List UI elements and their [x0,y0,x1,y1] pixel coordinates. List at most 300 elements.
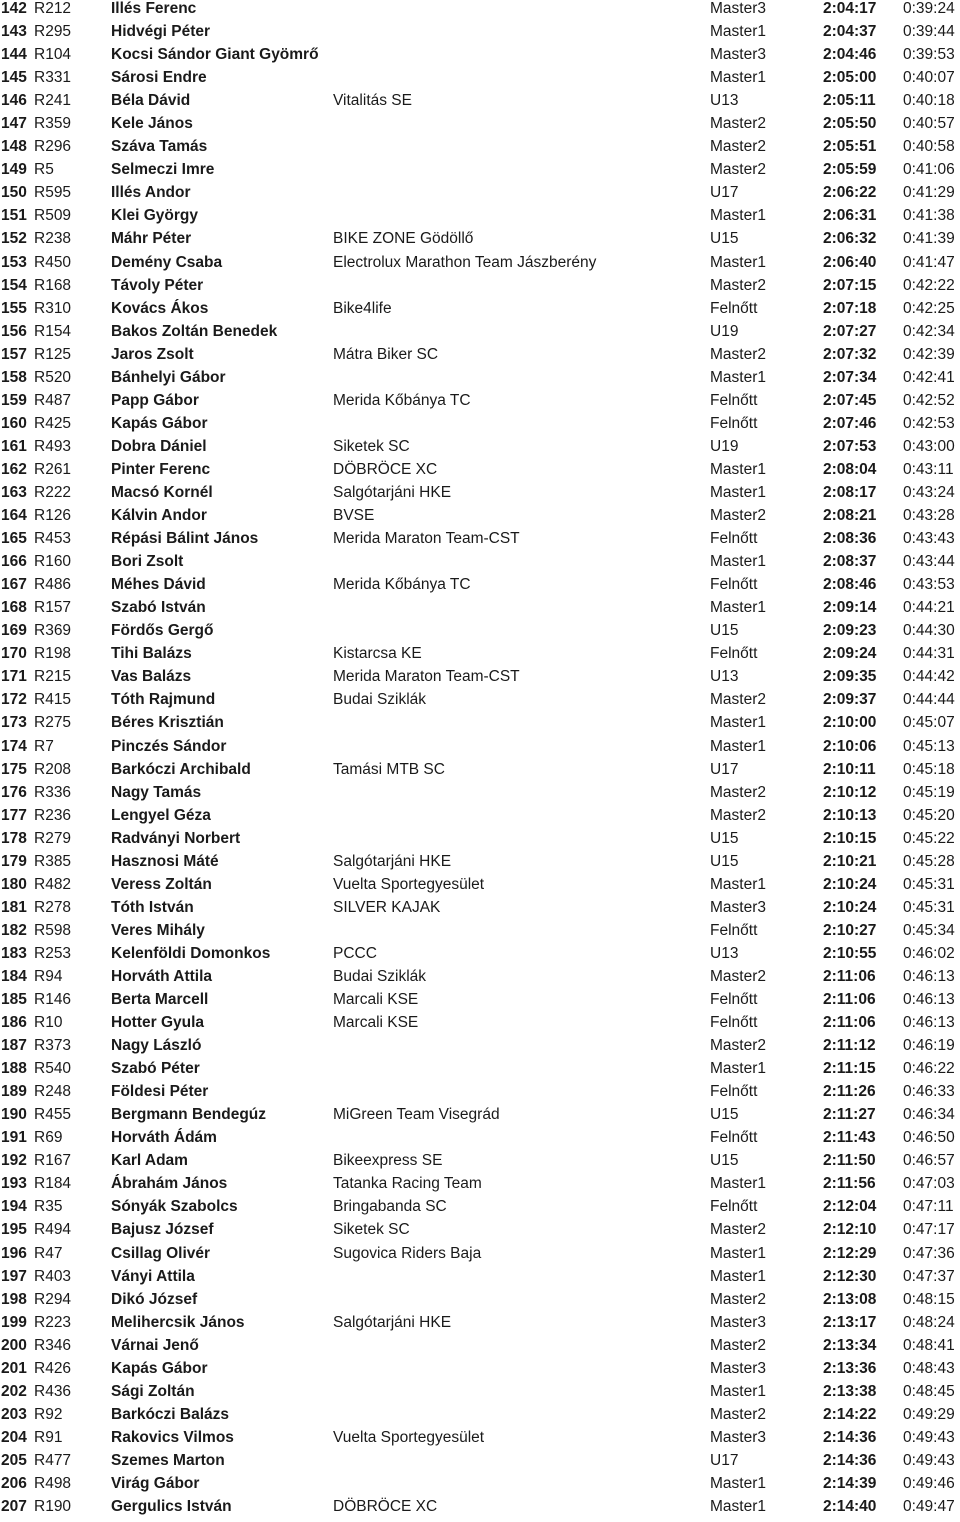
finish-time-cell: 2:05:59 [823,161,877,179]
rank-cell: 164 [1,507,27,525]
team-cell: Siketek SC [333,1221,410,1239]
time-gap-cell: 0:46:19 [903,1037,955,1055]
rank-cell: 162 [1,460,27,478]
team-cell: Merida Kőbánya TC [333,576,471,594]
category-cell: Master2 [710,276,766,294]
rider-name-cell: Dobra Dániel [111,437,207,455]
rank-cell: 200 [1,1336,27,1354]
rank-cell: 201 [1,1359,27,1377]
time-gap-cell: 0:45:31 [903,898,955,916]
bib-number-cell: R493 [34,437,72,455]
rider-name-cell: Klei György [111,207,198,225]
bib-number-cell: R261 [34,460,72,478]
category-cell: Master2 [710,138,766,156]
category-cell: Master2 [710,1221,766,1239]
team-cell: Vitalitás SE [333,92,412,110]
rank-cell: 195 [1,1221,27,1239]
finish-time-cell: 2:05:50 [823,115,877,133]
table-row [0,300,960,323]
finish-time-cell: 2:07:34 [823,368,877,386]
finish-time-cell: 2:12:10 [823,1221,877,1239]
rider-name-cell: Szemes Marton [111,1451,225,1469]
finish-time-cell: 2:10:12 [823,783,877,801]
time-gap-cell: 0:42:53 [903,414,955,432]
finish-time-cell: 2:08:37 [823,553,877,571]
table-row [0,945,960,968]
bib-number-cell: R509 [34,207,72,225]
bib-number-cell: R450 [34,253,72,271]
table-row [0,1083,960,1106]
rider-name-cell: Bakos Zoltán Benedek [111,322,278,340]
category-cell: Felnőtt [710,1014,758,1032]
bib-number-cell: R91 [34,1428,63,1446]
team-cell: Marcali KSE [333,1014,419,1032]
finish-time-cell: 2:09:14 [823,599,877,617]
bib-number-cell: R92 [34,1405,63,1423]
rider-name-cell: Horváth Attila [111,967,213,985]
category-cell: U15 [710,230,739,248]
finish-time-cell: 2:05:11 [823,92,876,110]
bib-number-cell: R453 [34,530,72,548]
rank-cell: 178 [1,829,27,847]
rank-cell: 177 [1,806,27,824]
rank-cell: 186 [1,1014,27,1032]
bib-number-cell: R436 [34,1382,72,1400]
bib-number-cell: R248 [34,1083,72,1101]
bib-number-cell: R595 [34,184,72,202]
rank-cell: 153 [1,253,27,271]
table-row [0,714,960,737]
time-gap-cell: 0:46:57 [903,1152,955,1170]
finish-time-cell: 2:12:04 [823,1198,877,1216]
category-cell: Master3 [710,0,766,17]
category-cell: Master1 [710,875,766,893]
time-gap-cell: 0:45:19 [903,783,955,801]
finish-time-cell: 2:11:15 [823,1060,876,1078]
category-cell: Master2 [710,1037,766,1055]
finish-time-cell: 2:07:18 [823,299,877,317]
rider-name-cell: Sónyák Szabolcs [111,1198,238,1216]
finish-time-cell: 2:09:24 [823,645,877,663]
time-gap-cell: 0:48:45 [903,1382,955,1400]
category-cell: Master3 [710,898,766,916]
finish-time-cell: 2:11:27 [823,1106,876,1124]
table-row [0,968,960,991]
time-gap-cell: 0:43:53 [903,576,955,594]
category-cell: U19 [710,322,739,340]
finish-time-cell: 2:09:23 [823,622,877,640]
time-gap-cell: 0:49:43 [903,1451,955,1469]
bib-number-cell: R275 [34,714,72,732]
finish-time-cell: 2:12:30 [823,1267,877,1285]
finish-time-cell: 2:06:40 [823,253,877,271]
team-cell: MiGreen Team Visegrád [333,1106,500,1124]
table-row [0,1383,960,1406]
finish-time-cell: 2:05:51 [823,138,877,156]
rider-name-cell: Jaros Zsolt [111,345,194,363]
time-gap-cell: 0:39:53 [903,46,955,64]
rank-cell: 198 [1,1290,27,1308]
category-cell: Master2 [710,1290,766,1308]
table-row [0,1268,960,1291]
rider-name-cell: Berta Marcell [111,991,209,1009]
rank-cell: 163 [1,483,27,501]
category-cell: U17 [710,1451,739,1469]
bib-number-cell: R403 [34,1267,72,1285]
bib-number-cell: R184 [34,1175,72,1193]
table-row [0,1291,960,1314]
rider-name-cell: Bergmann Bendegúz [111,1106,267,1124]
time-gap-cell: 0:44:21 [903,599,955,617]
bib-number-cell: R253 [34,944,72,962]
bib-number-cell: R154 [34,322,72,340]
table-row [0,323,960,346]
bib-number-cell: R222 [34,483,72,501]
category-cell: Master1 [710,483,766,501]
bib-number-cell: R415 [34,691,72,709]
table-row [0,1129,960,1152]
finish-time-cell: 2:10:11 [823,760,876,778]
rider-name-cell: Hasznosi Máté [111,852,219,870]
rider-name-cell: Tihi Balázs [111,645,192,663]
rider-name-cell: Sági Zoltán [111,1382,195,1400]
bib-number-cell: R146 [34,991,72,1009]
rider-name-cell: Lengyel Géza [111,806,211,824]
rider-name-cell: Kelenföldi Domonkos [111,944,271,962]
rider-name-cell: Kocsi Sándor Giant Gyömrő [111,46,319,64]
finish-time-cell: 2:05:00 [823,69,877,87]
category-cell: U19 [710,437,739,455]
table-row [0,1198,960,1221]
rider-name-cell: Karl Adam [111,1152,188,1170]
category-cell: Master2 [710,806,766,824]
finish-time-cell: 2:10:15 [823,829,877,847]
table-row [0,645,960,668]
rider-name-cell: Nagy Tamás [111,783,202,801]
table-row [0,1452,960,1475]
rider-name-cell: Béres Krisztián [111,714,224,732]
time-gap-cell: 0:46:34 [903,1106,955,1124]
rank-cell: 145 [1,69,27,87]
table-row [0,899,960,922]
category-cell: Felnőtt [710,414,758,432]
time-gap-cell: 0:49:46 [903,1475,955,1492]
time-gap-cell: 0:46:33 [903,1083,955,1101]
rank-cell: 184 [1,967,27,985]
time-gap-cell: 0:42:25 [903,299,955,317]
category-cell: Felnőtt [710,391,758,409]
team-cell: BIKE ZONE Gödöllő [333,230,474,248]
table-row [0,668,960,691]
time-gap-cell: 0:42:34 [903,322,955,340]
finish-time-cell: 2:13:34 [823,1336,877,1354]
table-row [0,92,960,115]
bib-number-cell: R104 [34,46,72,64]
finish-time-cell: 2:10:24 [823,875,877,893]
category-cell: U13 [710,668,739,686]
team-cell: Bikeexpress SE [333,1152,443,1170]
bib-number-cell: R35 [34,1198,63,1216]
category-cell: U15 [710,829,739,847]
finish-time-cell: 2:14:36 [823,1428,877,1446]
bib-number-cell: R215 [34,668,72,686]
rider-name-cell: Kapás Gábor [111,1359,208,1377]
table-row [0,1221,960,1244]
time-gap-cell: 0:40:18 [903,92,955,110]
rank-cell: 180 [1,875,27,893]
bib-number-cell: R310 [34,299,72,317]
rank-cell: 154 [1,276,27,294]
team-cell: Marcali KSE [333,991,419,1009]
category-cell: Felnőtt [710,1129,758,1147]
time-gap-cell: 0:44:44 [903,691,955,709]
rider-name-cell: Szabó István [111,599,206,617]
rank-cell: 152 [1,230,27,248]
table-row [0,254,960,277]
rank-cell: 148 [1,138,27,156]
bib-number-cell: R198 [34,645,72,663]
time-gap-cell: 0:49:47 [903,1498,955,1516]
time-gap-cell: 0:48:15 [903,1290,955,1308]
rank-cell: 189 [1,1083,27,1101]
team-cell: DÖBRÖCE XC [333,1498,438,1516]
bib-number-cell: R498 [34,1475,72,1492]
rank-cell: 169 [1,622,27,640]
category-cell: Felnőtt [710,991,758,1009]
category-cell: Master1 [710,1382,766,1400]
category-cell: Master2 [710,161,766,179]
bib-number-cell: R359 [34,115,72,133]
rider-name-cell: Kovács Ákos [111,299,209,317]
bib-number-cell: R494 [34,1221,72,1239]
rider-name-cell: Kapás Gábor [111,414,208,432]
rank-cell: 172 [1,691,27,709]
bib-number-cell: R540 [34,1060,72,1078]
table-row [0,392,960,415]
finish-time-cell: 2:04:37 [823,23,877,41]
rider-name-cell: Hidvégi Péter [111,23,211,41]
rank-cell: 185 [1,991,27,1009]
time-gap-cell: 0:45:34 [903,921,955,939]
category-cell: U15 [710,622,739,640]
rider-name-cell: Méhes Dávid [111,576,206,594]
rider-name-cell: Kálvin Andor [111,507,207,525]
rank-cell: 161 [1,437,27,455]
time-gap-cell: 0:43:24 [903,483,955,501]
rank-cell: 170 [1,645,27,663]
rank-cell: 188 [1,1060,27,1078]
finish-time-cell: 2:13:08 [823,1290,877,1308]
time-gap-cell: 0:45:18 [903,760,955,778]
time-gap-cell: 0:40:58 [903,138,955,156]
finish-time-cell: 2:07:27 [823,322,877,340]
category-cell: Master2 [710,783,766,801]
time-gap-cell: 0:45:31 [903,875,955,893]
category-cell: U17 [710,184,739,202]
time-gap-cell: 0:44:30 [903,622,955,640]
table-row [0,1429,960,1452]
time-gap-cell: 0:41:29 [903,184,955,202]
rider-name-cell: Száva Tamás [111,138,208,156]
rank-cell: 182 [1,921,27,939]
table-row [0,691,960,714]
team-cell: Sugovica Riders Baja [333,1244,482,1262]
rank-cell: 146 [1,92,27,110]
rank-cell: 203 [1,1405,27,1423]
rank-cell: 173 [1,714,27,732]
finish-time-cell: 2:07:53 [823,437,877,455]
category-cell: Master2 [710,115,766,133]
rank-cell: 179 [1,852,27,870]
table-row [0,461,960,484]
bib-number-cell: R157 [34,599,72,617]
rank-cell: 147 [1,115,27,133]
team-cell: Vuelta Sportegyesület [333,1428,485,1446]
table-row [0,922,960,945]
rider-name-cell: Virág Gábor [111,1475,200,1492]
time-gap-cell: 0:44:42 [903,668,955,686]
rider-name-cell: Csillag Olivér [111,1244,211,1262]
rank-cell: 174 [1,737,27,755]
time-gap-cell: 0:47:36 [903,1244,955,1262]
rank-cell: 192 [1,1152,27,1170]
category-cell: Master1 [710,599,766,617]
rider-name-cell: Demény Csaba [111,253,223,271]
rank-cell: 155 [1,299,27,317]
rank-cell: 193 [1,1175,27,1193]
finish-time-cell: 2:04:46 [823,46,877,64]
bib-number-cell: R10 [34,1014,63,1032]
time-gap-cell: 0:43:44 [903,553,955,571]
finish-time-cell: 2:08:21 [823,507,877,525]
table-row [0,761,960,784]
finish-time-cell: 2:10:00 [823,714,877,732]
table-row [0,1014,960,1037]
table-row [0,184,960,207]
time-gap-cell: 0:43:28 [903,507,955,525]
rider-name-cell: Melihercsik János [111,1313,245,1331]
bib-number-cell: R455 [34,1106,72,1124]
finish-time-cell: 2:11:50 [823,1152,876,1170]
rider-name-cell: Gergulics István [111,1498,232,1516]
category-cell: Master1 [710,253,766,271]
finish-time-cell: 2:06:31 [823,207,877,225]
table-row [0,69,960,92]
rank-cell: 149 [1,161,27,179]
rider-name-cell: Fördős Gergő [111,622,214,640]
rank-cell: 175 [1,760,27,778]
category-cell: U15 [710,852,739,870]
category-cell: Master3 [710,1428,766,1446]
team-cell: Merida Kőbánya TC [333,391,471,409]
time-gap-cell: 0:44:31 [903,645,955,663]
time-gap-cell: 0:42:22 [903,276,955,294]
table-row [0,807,960,830]
time-gap-cell: 0:43:11 [903,460,954,478]
rank-cell: 166 [1,553,27,571]
category-cell: Master3 [710,46,766,64]
rider-name-cell: Máhr Péter [111,230,192,248]
finish-time-cell: 2:09:37 [823,691,877,709]
category-cell: U17 [710,760,739,778]
bib-number-cell: R69 [34,1129,63,1147]
finish-time-cell: 2:08:36 [823,530,877,548]
rank-cell: 165 [1,530,27,548]
rider-name-cell: Barkóczi Balázs [111,1405,230,1423]
team-cell: Mátra Biker SC [333,345,439,363]
rider-name-cell: Répási Bálint János [111,530,259,548]
time-gap-cell: 0:49:43 [903,1428,955,1446]
bib-number-cell: R487 [34,391,72,409]
category-cell: Felnőtt [710,576,758,594]
bib-number-cell: R160 [34,553,72,571]
bib-number-cell: R7 [34,737,54,755]
rider-name-cell: Rakovics Vilmos [111,1428,234,1446]
rank-cell: 158 [1,368,27,386]
bib-number-cell: R425 [34,414,72,432]
bib-number-cell: R126 [34,507,72,525]
finish-time-cell: 2:12:29 [823,1244,877,1262]
time-gap-cell: 0:40:57 [903,115,955,133]
category-cell: Master3 [710,1359,766,1377]
bib-number-cell: R47 [34,1244,63,1262]
category-cell: Felnőtt [710,1198,758,1216]
rank-cell: 159 [1,391,27,409]
category-cell: Felnőtt [710,530,758,548]
finish-time-cell: 2:08:17 [823,483,877,501]
rank-cell: 190 [1,1106,27,1124]
rank-cell: 150 [1,184,27,202]
category-cell: Master1 [710,1498,766,1516]
rank-cell: 183 [1,944,27,962]
bib-number-cell: R236 [34,806,72,824]
rider-name-cell: Bajusz József [111,1221,214,1239]
time-gap-cell: 0:46:22 [903,1060,955,1078]
table-row [0,1360,960,1383]
table-row [0,1337,960,1360]
rider-name-cell: Szabó Péter [111,1060,200,1078]
time-gap-cell: 0:41:47 [903,253,955,271]
category-cell: Master1 [710,368,766,386]
time-gap-cell: 0:39:44 [903,23,955,41]
category-cell: Master1 [710,460,766,478]
rider-name-cell: Radványi Norbert [111,829,241,847]
finish-time-cell: 2:10:24 [823,898,877,916]
bib-number-cell: R212 [34,0,72,17]
table-row [0,115,960,138]
category-cell: Master2 [710,967,766,985]
category-cell: Felnőtt [710,645,758,663]
rider-name-cell: Papp Gábor [111,391,199,409]
time-gap-cell: 0:42:52 [903,391,955,409]
table-row [0,830,960,853]
rider-name-cell: Tóth Rajmund [111,691,216,709]
time-gap-cell: 0:47:03 [903,1175,955,1193]
rank-cell: 187 [1,1037,27,1055]
rider-name-cell: Béla Dávid [111,92,191,110]
time-gap-cell: 0:47:11 [903,1198,954,1216]
category-cell: U15 [710,1152,739,1170]
finish-time-cell: 2:14:22 [823,1405,877,1423]
time-gap-cell: 0:43:43 [903,530,955,548]
table-row [0,207,960,230]
bib-number-cell: R94 [34,967,63,985]
table-row [0,1314,960,1337]
finish-time-cell: 2:07:45 [823,391,877,409]
table-row [0,415,960,438]
bib-number-cell: R520 [34,368,72,386]
team-cell: Bike4life [333,299,392,317]
